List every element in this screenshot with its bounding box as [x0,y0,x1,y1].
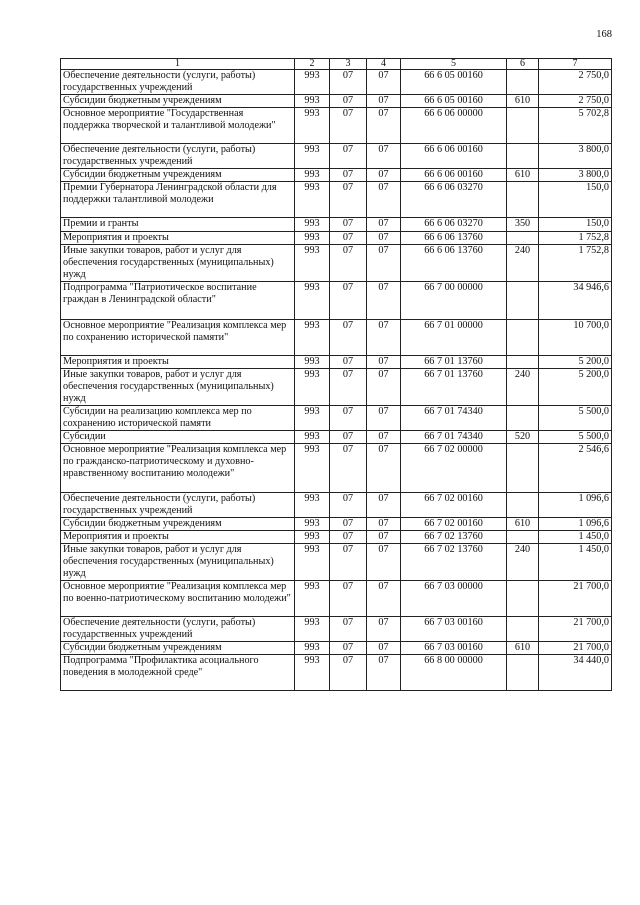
row-expense-type [507,182,539,218]
row-section: 07 [330,245,367,282]
row-section: 07 [330,232,367,245]
table-row [61,444,612,493]
row-expense-type: 240 [507,245,539,282]
col-header-3: 3 [330,59,367,70]
row-section: 07 [330,144,367,169]
row-target-code: 66 6 05 00160 [401,70,507,95]
row-amount: 5 500,0 [539,406,612,431]
row-amount: 34 946,6 [539,282,612,320]
row-target-code: 66 6 06 00160 [401,169,507,182]
row-subsection: 07 [367,518,401,531]
row-amount: 1 450,0 [539,531,612,544]
row-amount: 150,0 [539,182,612,218]
row-section: 07 [330,369,367,406]
row-grbs: 993 [295,108,330,144]
row-grbs: 993 [295,581,330,617]
row-name: Основное мероприятие "Государственная поддержка творческой и талантливой молодежи" [61,108,295,144]
row-section: 07 [330,444,367,493]
row-expense-type: 610 [507,169,539,182]
row-name: Премии и гранты [61,218,295,232]
row-expense-type: 610 [507,518,539,531]
row-grbs: 993 [295,544,330,581]
row-amount: 21 700,0 [539,617,612,642]
header-row [61,59,612,70]
row-section: 07 [330,356,367,369]
table-row [61,232,612,245]
row-subsection: 07 [367,617,401,642]
row-name: Мероприятия и проекты [61,232,295,245]
row-section: 07 [330,581,367,617]
row-subsection: 07 [367,245,401,282]
row-target-code: 66 6 05 00160 [401,95,507,108]
row-expense-type: 610 [507,95,539,108]
row-target-code: 66 8 00 00000 [401,655,507,691]
row-expense-type [507,144,539,169]
row-name: Иные закупки товаров, работ и услуг для обеспечения государственных (муниципальных) нужд [61,245,295,282]
budget-table [60,58,612,691]
row-amount: 3 800,0 [539,169,612,182]
row-subsection: 07 [367,169,401,182]
row-name: Мероприятия и проекты [61,356,295,369]
row-grbs: 993 [295,95,330,108]
row-section: 07 [330,70,367,95]
row-subsection: 07 [367,144,401,169]
row-target-code: 66 6 06 03270 [401,182,507,218]
row-grbs: 993 [295,431,330,444]
row-amount: 5 200,0 [539,356,612,369]
row-target-code: 66 7 02 13760 [401,531,507,544]
row-grbs: 993 [295,369,330,406]
row-section: 07 [330,642,367,655]
row-expense-type [507,655,539,691]
row-name: Премии Губернатора Ленинградской области для поддержки талантливой молодежи [61,182,295,218]
table-row [61,581,612,617]
page-number: 168 [596,29,612,40]
row-target-code: 66 7 03 00160 [401,617,507,642]
row-expense-type [507,320,539,356]
row-name: Иные закупки товаров, работ и услуг для обеспечения государственных (муниципальных) нужд [61,544,295,581]
row-grbs: 993 [295,182,330,218]
row-target-code: 66 6 06 03270 [401,218,507,232]
row-target-code: 66 7 02 00160 [401,493,507,518]
row-name: Субсидии бюджетным учреждениям [61,95,295,108]
row-expense-type [507,70,539,95]
row-expense-type [507,581,539,617]
row-target-code: 66 7 01 13760 [401,369,507,406]
row-grbs: 993 [295,218,330,232]
row-section: 07 [330,493,367,518]
row-target-code: 66 7 03 00000 [401,581,507,617]
col-header-4: 4 [367,59,401,70]
col-header-1: 1 [61,59,295,70]
table-row [61,406,612,431]
row-target-code: 66 7 01 00000 [401,320,507,356]
row-subsection: 07 [367,531,401,544]
row-expense-type: 350 [507,218,539,232]
table-row [61,655,612,691]
row-grbs: 993 [295,444,330,493]
row-grbs: 993 [295,531,330,544]
row-name: Обеспечение деятельности (услуги, работы) государственных учреждений [61,493,295,518]
row-section: 07 [330,531,367,544]
row-grbs: 993 [295,169,330,182]
row-subsection: 07 [367,182,401,218]
table-row [61,369,612,406]
row-amount: 10 700,0 [539,320,612,356]
row-subsection: 07 [367,581,401,617]
row-grbs: 993 [295,144,330,169]
col-header-7: 7 [539,59,612,70]
row-grbs: 993 [295,518,330,531]
row-name: Иные закупки товаров, работ и услуг для обеспечения государственных (муниципальных) нужд [61,369,295,406]
row-section: 07 [330,431,367,444]
row-section: 07 [330,617,367,642]
row-section: 07 [330,655,367,691]
row-target-code: 66 7 01 74340 [401,406,507,431]
row-grbs: 993 [295,232,330,245]
row-subsection: 07 [367,369,401,406]
row-amount: 150,0 [539,218,612,232]
row-grbs: 993 [295,282,330,320]
table-row [61,518,612,531]
row-subsection: 07 [367,320,401,356]
col-header-6: 6 [507,59,539,70]
row-amount: 1 096,6 [539,518,612,531]
table-row [61,431,612,444]
row-target-code: 66 6 06 00000 [401,108,507,144]
row-expense-type [507,282,539,320]
row-expense-type [507,108,539,144]
row-target-code: 66 7 01 74340 [401,431,507,444]
row-subsection: 07 [367,431,401,444]
row-name: Субсидии бюджетным учреждениям [61,518,295,531]
row-amount: 5 702,8 [539,108,612,144]
row-grbs: 993 [295,642,330,655]
row-section: 07 [330,108,367,144]
table-row [61,218,612,232]
table-row [61,108,612,144]
row-amount: 1 752,8 [539,232,612,245]
table-row [61,356,612,369]
row-amount: 21 700,0 [539,581,612,617]
row-name: Подпрограмма "Патриотическое воспитание граждан в Ленинградской области" [61,282,295,320]
row-expense-type [507,531,539,544]
row-target-code: 66 6 06 13760 [401,245,507,282]
table-row [61,320,612,356]
row-name: Подпрограмма "Профилактика асоциального поведения в молодежной среде" [61,655,295,691]
row-expense-type: 520 [507,431,539,444]
row-name: Обеспечение деятельности (услуги, работы) государственных учреждений [61,70,295,95]
table-row [61,70,612,95]
row-section: 07 [330,95,367,108]
row-expense-type: 610 [507,642,539,655]
row-subsection: 07 [367,444,401,493]
row-target-code: 66 7 02 00000 [401,444,507,493]
row-grbs: 993 [295,245,330,282]
row-expense-type [507,232,539,245]
row-name: Основное мероприятие "Реализация комплекса мер по сохранению исторической памяти" [61,320,295,356]
row-amount: 3 800,0 [539,144,612,169]
row-subsection: 07 [367,232,401,245]
row-amount: 21 700,0 [539,642,612,655]
row-expense-type: 240 [507,369,539,406]
table-row [61,169,612,182]
row-subsection: 07 [367,544,401,581]
row-subsection: 07 [367,108,401,144]
row-section: 07 [330,182,367,218]
table-row [61,282,612,320]
row-subsection: 07 [367,70,401,95]
row-name: Субсидии бюджетным учреждениям [61,169,295,182]
row-subsection: 07 [367,655,401,691]
row-name: Субсидии бюджетным учреждениям [61,642,295,655]
row-subsection: 07 [367,95,401,108]
row-expense-type [507,617,539,642]
row-subsection: 07 [367,356,401,369]
row-expense-type: 240 [507,544,539,581]
row-amount: 2 546,6 [539,444,612,493]
row-grbs: 993 [295,406,330,431]
row-section: 07 [330,518,367,531]
row-amount: 1 096,6 [539,493,612,518]
row-name: Основное мероприятие "Реализация комплекса мер по гражданско-патриотическому и духовно-нравственному воспитанию молодежи" [61,444,295,493]
row-section: 07 [330,169,367,182]
row-amount: 2 750,0 [539,95,612,108]
row-section: 07 [330,282,367,320]
row-target-code: 66 7 03 00160 [401,642,507,655]
table-row [61,544,612,581]
row-expense-type [507,444,539,493]
row-amount: 1 450,0 [539,544,612,581]
row-expense-type [507,493,539,518]
row-grbs: 993 [295,655,330,691]
row-subsection: 07 [367,406,401,431]
row-expense-type [507,356,539,369]
row-expense-type [507,406,539,431]
col-header-2: 2 [295,59,330,70]
row-subsection: 07 [367,282,401,320]
table-row [61,182,612,218]
col-header-5: 5 [401,59,507,70]
row-grbs: 993 [295,493,330,518]
row-section: 07 [330,406,367,431]
row-name: Субсидии [61,431,295,444]
row-grbs: 993 [295,320,330,356]
row-amount: 5 200,0 [539,369,612,406]
row-amount: 2 750,0 [539,70,612,95]
row-amount: 34 440,0 [539,655,612,691]
row-target-code: 66 7 02 00160 [401,518,507,531]
row-subsection: 07 [367,493,401,518]
row-target-code: 66 6 06 13760 [401,232,507,245]
row-grbs: 993 [295,356,330,369]
row-target-code: 66 7 01 13760 [401,356,507,369]
row-section: 07 [330,218,367,232]
row-subsection: 07 [367,218,401,232]
table-row [61,493,612,518]
table-row [61,642,612,655]
row-subsection: 07 [367,642,401,655]
row-target-code: 66 7 00 00000 [401,282,507,320]
row-grbs: 993 [295,70,330,95]
row-section: 07 [330,544,367,581]
table-row [61,245,612,282]
row-amount: 5 500,0 [539,431,612,444]
row-name: Субсидии на реализацию комплекса мер по сохранению исторической памяти [61,406,295,431]
table-row [61,531,612,544]
row-name: Обеспечение деятельности (услуги, работы) государственных учреждений [61,144,295,169]
row-name: Обеспечение деятельности (услуги, работы) государственных учреждений [61,617,295,642]
row-target-code: 66 7 02 13760 [401,544,507,581]
row-target-code: 66 6 06 00160 [401,144,507,169]
table-row [61,617,612,642]
row-name: Мероприятия и проекты [61,531,295,544]
row-name: Основное мероприятие "Реализация комплекса мер по военно-патриотическому воспитанию молодежи" [61,581,295,617]
row-grbs: 993 [295,617,330,642]
row-section: 07 [330,320,367,356]
row-amount: 1 752,8 [539,245,612,282]
table-row [61,144,612,169]
table-row [61,95,612,108]
